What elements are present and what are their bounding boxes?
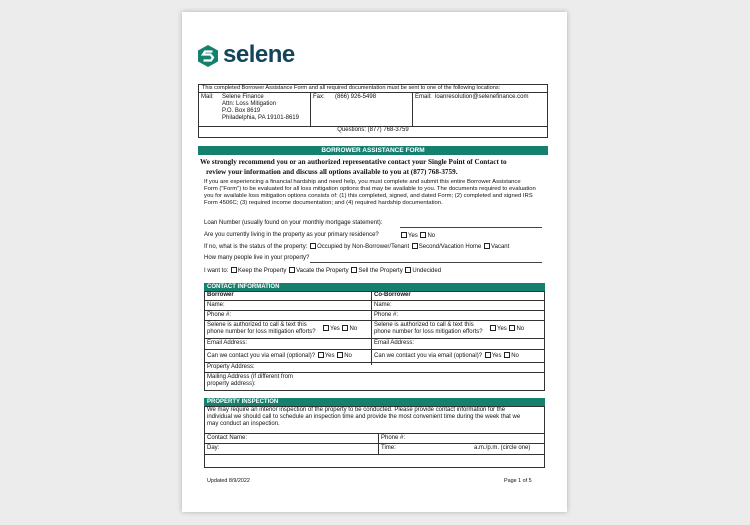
borrower-authorized-label-2: phone number for loss mitigation efforts? — [207, 329, 316, 335]
coborrower-authorized-yes-checkbox[interactable] — [490, 325, 496, 331]
status-vacant-checkbox[interactable] — [484, 243, 490, 249]
living-options: Yes No — [400, 232, 435, 240]
mail-line: P.O. Box 8619 — [222, 108, 261, 114]
coborrower-email-contact: Can we contact you via email (optional)? Yes No — [374, 353, 519, 360]
status-second-home-checkbox[interactable] — [412, 243, 418, 249]
contact-header: CONTACT INFORMATION — [204, 283, 545, 291]
recommend-line-2: review your information and discuss all options available to you at (877) 768-3759. — [206, 168, 458, 176]
living-no-checkbox[interactable] — [420, 232, 426, 238]
borrower-name-field[interactable]: Name: — [207, 302, 225, 308]
mailing-intro: This completed Borrower Assistance Form and all required documentation must be sent to one of the following locations: — [202, 85, 501, 91]
mail-label: Mail: — [201, 94, 214, 100]
people-question: How many people live in your property? — [204, 255, 310, 261]
questions-phone: Questions: (877) 768-3759 — [337, 127, 409, 133]
recommend-line-1: We strongly recommend you or an authorized representative contact your Single Point of Contact to — [200, 158, 507, 166]
form-title: BORROWER ASSISTANCE FORM — [198, 146, 548, 155]
coborrower-email-no-checkbox[interactable] — [504, 352, 510, 358]
coborrower-name-field[interactable]: Name: — [374, 302, 392, 308]
borrower-authorized-options: Yes No — [322, 325, 357, 333]
mail-line: Philadelphia, PA 19101-8619 — [222, 115, 299, 121]
mail-line: Selene Finance — [222, 94, 264, 100]
coborrower-authorized-options: Yes No — [489, 325, 524, 333]
inspection-contact-name-field[interactable]: Contact Name: — [207, 435, 248, 441]
inspection-text: may conduct an inspection. — [207, 421, 280, 427]
coborrower-email-field[interactable]: Email Address: — [374, 340, 415, 346]
inspection-day-field[interactable]: Day: — [207, 445, 220, 451]
coborrower-heading: Co-Borrower — [374, 292, 411, 298]
coborrower-phone-field[interactable]: Phone #: — [374, 312, 399, 318]
instructions-line: Form 4506C; (3) required income documentation; and (4) required hardship documentation. — [204, 200, 443, 206]
instructions-line: you for available loss mitigation options consists of: (1) this completed, signed, and dated Form; (2) completed and signed IRS — [204, 193, 533, 199]
inspection-header: PROPERTY INSPECTION — [204, 398, 545, 406]
property-address-field[interactable]: Property Address: — [207, 364, 255, 370]
loan-number-field[interactable] — [400, 227, 542, 228]
borrower-authorized-no-checkbox[interactable] — [342, 325, 348, 331]
mailing-address-label-1: Mailing Address (if different from — [207, 374, 293, 380]
inspection-text: individual we should call to schedule an inspection time and provide the most convenient time during the week that we — [207, 414, 521, 420]
brand-name: selene — [223, 41, 295, 68]
email-label: Email: — [415, 94, 432, 100]
inspection-phone-field[interactable]: Phone #: — [381, 435, 406, 441]
borrower-authorized-yes-checkbox[interactable] — [323, 325, 329, 331]
want-undecided-checkbox[interactable] — [405, 267, 411, 273]
people-field[interactable] — [310, 262, 542, 263]
loan-number-label: Loan Number (usually found on your monthly mortgage statement): — [204, 220, 383, 226]
want-sell-checkbox[interactable] — [351, 267, 357, 273]
borrower-phone-field[interactable]: Phone #: — [207, 312, 232, 318]
email-value[interactable]: loanresolution@selenefinance.com — [435, 94, 529, 100]
form-page — [182, 12, 567, 512]
coborrower-email-yes-checkbox[interactable] — [485, 352, 491, 358]
instructions-line: If you are experiencing a financial hardship and need help, you must complete and submit this entire Borrower Assistance — [204, 179, 521, 185]
status-tenant-checkbox[interactable] — [310, 243, 316, 249]
want-vacate-checkbox[interactable] — [289, 267, 295, 273]
borrower-email-yes-checkbox[interactable] — [318, 352, 324, 358]
living-yes-checkbox[interactable] — [401, 232, 407, 238]
inspection-time-field[interactable]: Time: — [381, 445, 396, 451]
inspection-ampm[interactable]: a.m./p.m. (circle one) — [474, 445, 531, 451]
page-number: Page 1 of 5 — [504, 478, 532, 484]
borrower-email-field[interactable]: Email Address: — [207, 340, 248, 346]
fax-value: (866) 926-5498 — [335, 94, 377, 100]
fax-label: Fax: — [313, 94, 325, 100]
coborrower-authorized-label-1: Selene is authorized to call & text this — [374, 322, 474, 328]
mail-line: Attn: Loss Mitigation — [222, 101, 277, 107]
selene-logo-icon — [198, 45, 218, 67]
living-question: Are you currently living in the property as your primary residence? — [204, 232, 379, 238]
borrower-heading: Borrower — [207, 292, 234, 298]
coborrower-authorized-label-2: phone number for loss mitigation efforts? — [374, 329, 483, 335]
coborrower-authorized-no-checkbox[interactable] — [509, 325, 515, 331]
mailing-address-label-2[interactable]: property address): — [207, 381, 256, 387]
status-row: If no, what is the status of the property: Occupied by Non-Borrower/Tenant Second/Vacation Home Vacant — [204, 244, 510, 251]
want-keep-checkbox[interactable] — [231, 267, 237, 273]
borrower-authorized-label-1: Selene is authorized to call & text this — [207, 322, 307, 328]
inspection-text: We may require an interior inspection of the property to be conducted. Please provide contact information for the — [207, 407, 506, 413]
instructions-line: Form ("Form") to be evaluated for all loss mitigation options that may be available to you. The documents required to evaluation — [204, 186, 536, 192]
want-row: I want to: Keep the Property Vacate the Property Sell the Property Undecided — [204, 268, 442, 275]
borrower-email-contact: Can we contact you via email (optional)? Yes No — [207, 353, 352, 360]
updated-date: Updated 8/9/2022 — [207, 478, 250, 484]
borrower-email-no-checkbox[interactable] — [337, 352, 343, 358]
